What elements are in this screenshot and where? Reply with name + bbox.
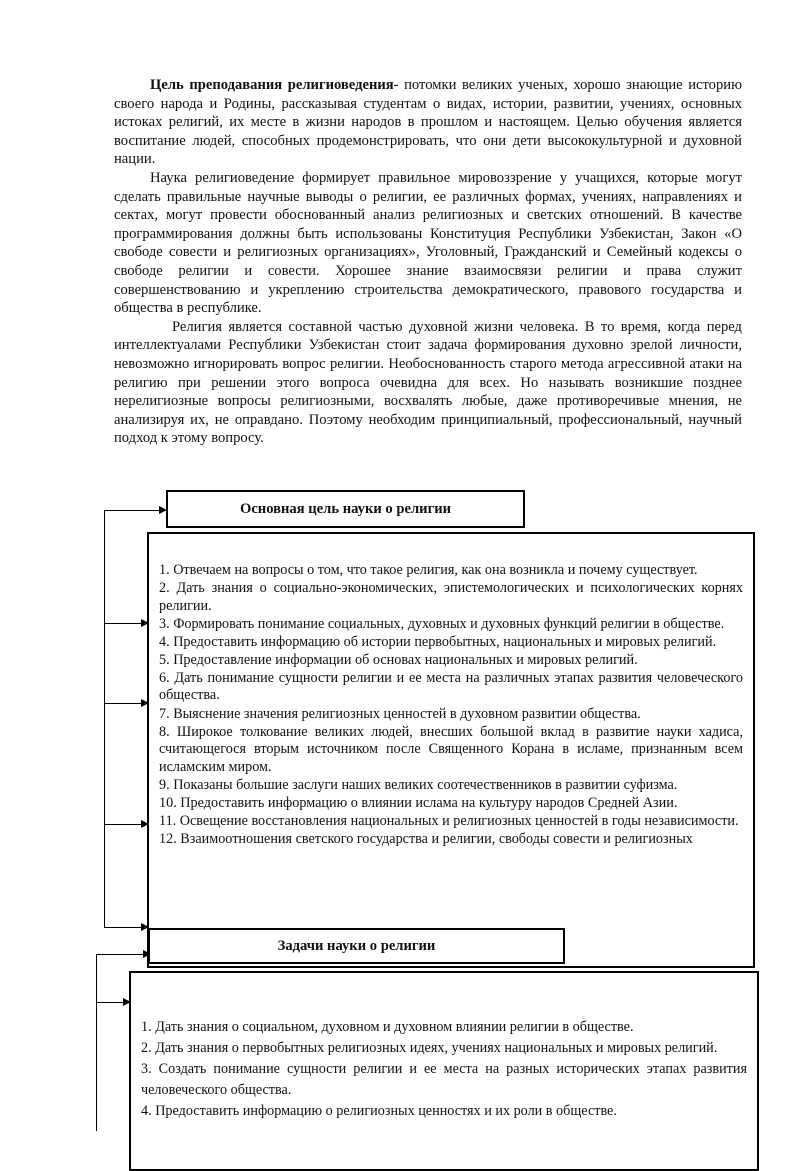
- intro-paragraph-3: Религия является составной частью духовной жизни человека. В то время, когда перед интеллектуалами Республики Узбекистан стоит задача формирования духовно зрелой личности, невозможно игнорировать вопрос религии. Необоснованность старого метода агрессивной атаки на религию при решении этого вопроса очевидна для всех. Но называть возникшие позднее нерелигиозные вопросы религиозными, восхвалять любые, даже противоречивые мнения, не анализируя их, не оправдано. Поэтому необходим принципиальный, профессиональный, научный подход к этому вопросу.: [114, 318, 742, 447]
- connector-line-left: [104, 510, 105, 928]
- list-item: 12. Взаимоотношения светского государства и религии, свободы совести и религиозных: [159, 831, 693, 848]
- intro-bold-lead: Цель преподавания религиоведения: [150, 77, 394, 93]
- list-item: 7. Выяснение значения религиозных ценностей в духовном развитии общества.: [159, 705, 641, 722]
- goals-list: [159, 562, 743, 849]
- list-item: 4. Предоставить информацию об истории первобытных, национальных и мировых религий.: [159, 633, 717, 650]
- list-item: 5. Предоставление информации об основах национальных и мировых религий.: [159, 651, 638, 668]
- goals-list-box: [147, 532, 755, 968]
- arrow-to-item-12: [104, 927, 148, 928]
- arrow-to-item-8: [104, 824, 148, 825]
- arrow-to-item-5: [104, 703, 148, 704]
- arrow-to-title-2: [96, 954, 150, 955]
- tasks-title: Задачи науки о религии: [277, 937, 436, 954]
- arrow-to-item-2: [104, 623, 148, 624]
- list-item: 3. Формировать понимание социальных, духовных и духовных функций религии в обществе.: [159, 615, 725, 632]
- intro-paragraph-1-text: - потомки великих ученых, хорошо знающие историю своего народа и Родины, рассказывая студентам о видах, истории, развитии, учениях, основных истоках религий, их месте в жизни народов в прошлом и настоящем. Целью обучения является воспитание людей, способных продемонстрировать, что они дети высококультурной и духовной нации.: [114, 77, 742, 168]
- intro-paragraph-1: [114, 76, 742, 169]
- list-item: 2. Дать знания о первобытных религиозных идеях, учениях национальных и мировых религий.: [141, 1040, 718, 1056]
- tasks-list-box: [129, 971, 759, 1171]
- list-item: 9. Показаны большие заслуги наших великих соотечественников в развитии суфизма.: [159, 776, 678, 793]
- list-item: 3. Создать понимание сущности религии и ее места на разных исторических этапах развития человеческого общества.: [141, 1061, 747, 1098]
- arrow-to-task-1: [96, 1002, 130, 1003]
- connector-line-left-2: [96, 954, 97, 1131]
- list-item: 6. Дать понимание сущности религии и ее места на различных этапах развития человеческого общества.: [159, 669, 743, 704]
- list-item: 4. Предоставить информацию о религиозных ценностях и их роли в обществе.: [141, 1102, 617, 1119]
- list-item: 2. Дать знания о социально-экономических, эпистемологических и психологических корнях религии.: [159, 580, 743, 614]
- intro-paragraph-2: Наука религиоведение формирует правильное мировоззрение у учащихся, которые могут сделать правильные научные выводы о религии, ее различных формах, учениях, направлениях и сектах, могут провести обоснованный анализ религиозных и светских отношений. В качестве программирования должны быть использованы Конституция Республики Узбекистан, Закон «О свободе совести и религиозных организациях», Уголовный, Гражданский и Семейный кодексы о свободе религии и совести. Хорошее знание взаимосвязи религии и права служит совершенствованию и укреплению строительства демократического, правового государства и общества в республике.: [114, 169, 742, 317]
- list-item: 8. Широкое толкование великих людей, внесших большой вклад в развитие науки хадиса, считающегося вторым источником после Священного Корана в исламе, признанным всем исламским миром.: [159, 723, 743, 775]
- tasks-title-box: [148, 928, 565, 964]
- goals-title-box: [166, 490, 525, 528]
- intro-text: [114, 76, 742, 448]
- list-item: 1. Отвечаем на вопросы о том, что такое религия, как она возникла и почему существует.: [159, 562, 698, 578]
- list-item: 10. Предоставить информацию о влиянии ислама на культуру народов Средней Азии.: [159, 794, 678, 811]
- arrow-to-title-1: [104, 510, 166, 511]
- list-item: 11. Освещение восстановления национальных и религиозных ценностей в годы независимости.: [159, 812, 739, 829]
- list-item: 1. Дать знания о социальном, духовном и духовном влиянии религии в обществе.: [141, 1019, 634, 1035]
- tasks-list: [141, 1017, 747, 1121]
- goals-title: Основная цель науки о религии: [239, 500, 452, 517]
